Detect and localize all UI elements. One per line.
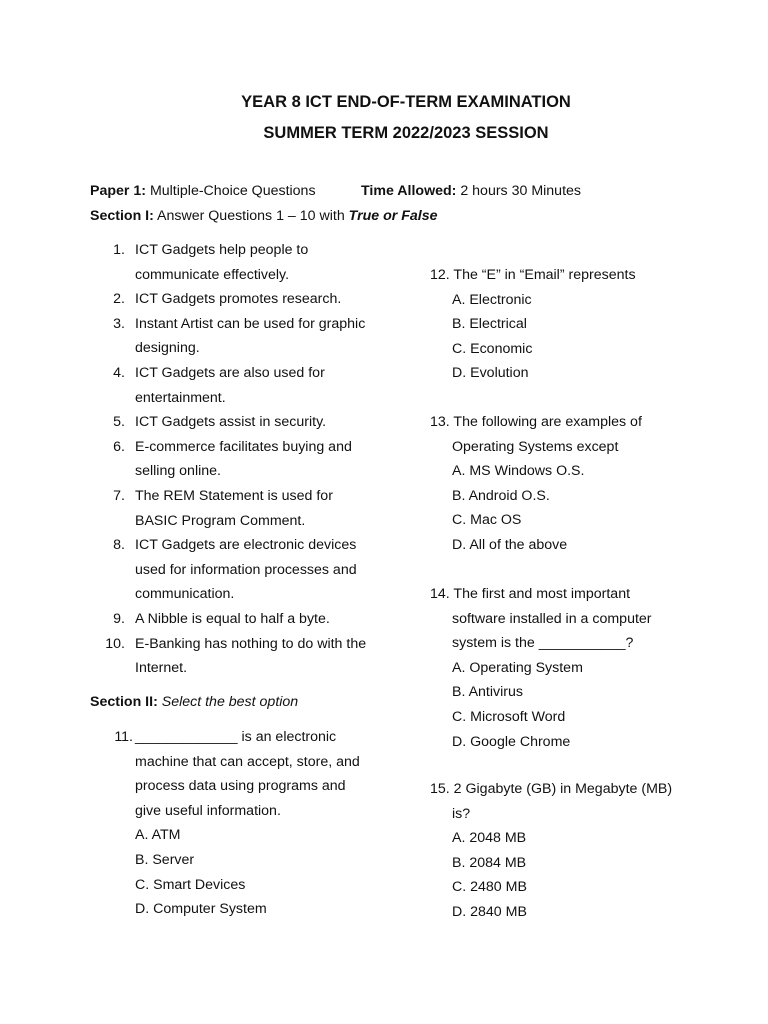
question-text-line: system is the ___________? [452, 635, 634, 652]
question-text-line: used for information processes and [135, 561, 357, 578]
answer-option: C. Mac OS [452, 512, 522, 529]
section1-heading [90, 206, 438, 226]
answer-option: B. Server [135, 852, 195, 868]
answer-option: A. 2048 MB [452, 830, 527, 847]
question-text-line: designing. [135, 340, 200, 357]
answer-option: D. Computer System [135, 901, 267, 918]
time-info [361, 181, 581, 201]
section2-text: Select the best option [157, 694, 299, 710]
question-number: 2. [113, 291, 125, 308]
question-number: 5. [113, 414, 125, 431]
paper-value: Multiple-Choice Questions [146, 183, 316, 199]
question-text-line: _____________ is an electronic [135, 729, 337, 745]
answer-option: A. Operating System [452, 659, 583, 676]
question-text-line: E-commerce facilitates buying and [135, 438, 352, 455]
question-text-line: software installed in a computer [452, 610, 652, 627]
question-text-line: E-Banking has nothing to do with the [135, 635, 367, 652]
answer-option: B. Electrical [452, 316, 527, 333]
question-text-line: ICT Gadgets assist in security. [135, 414, 327, 431]
question-text-line: ICT Gadgets are also used for [135, 365, 325, 381]
question-text-line: A Nibble is equal to half a byte. [135, 611, 330, 627]
question-number: 11. [114, 729, 133, 745]
question-text-line: ICT Gadgets are electronic devices [135, 537, 357, 554]
question-text-line: communicate effectively. [135, 266, 290, 283]
answer-option: C. Microsoft Word [452, 709, 566, 725]
answer-option: B. Antivirus [452, 684, 523, 701]
question-number: 6. [113, 438, 125, 455]
question-text-line: machine that can accept, store, and [135, 753, 360, 770]
question-text-line: 13. The following are examples of [430, 414, 642, 430]
question-text-line: 12. The “E” in “Email” represents [430, 267, 636, 283]
question-number: 9. [113, 611, 125, 627]
answer-option: D. Google Chrome [452, 733, 571, 750]
answer-option: C. Smart Devices [135, 876, 246, 893]
question-text-line: Instant Artist can be used for graphic [135, 315, 366, 332]
question-text-line: Operating Systems except [452, 438, 619, 455]
section1-label: Section I: [90, 208, 154, 224]
question-text-line: ICT Gadgets help people to [135, 242, 309, 258]
question-text-line: Internet. [135, 660, 188, 677]
section1-text: Answer Questions 1 – 10 with [153, 208, 349, 224]
answer-option: B. 2084 MB [452, 854, 527, 871]
question-text-line: entertainment. [135, 389, 226, 406]
question-text-line: BASIC Program Comment. [135, 512, 306, 529]
answer-option: A. MS Windows O.S. [452, 463, 585, 480]
answer-option: A. Electronic [452, 291, 532, 308]
exam-title: YEAR 8 ICT END-OF-TERM EXAMINATION [241, 93, 571, 111]
question-text-line: 15. 2 Gigabyte (GB) in Megabyte (MB) [430, 781, 673, 797]
question-text-line: 14. The first and most important [430, 586, 631, 602]
question-number: 1. [113, 242, 125, 258]
question-text-line: process data using programs and [135, 778, 346, 795]
question-text-line: give useful information. [135, 802, 281, 819]
time-label: Time Allowed: [361, 183, 457, 199]
answer-option: C. Economic [452, 340, 533, 357]
answer-option: D. 2840 MB [452, 904, 527, 920]
paper-label: Paper 1: [90, 183, 146, 199]
question-text-line: is? [452, 805, 471, 822]
question-text-line: ICT Gadgets promotes research. [135, 291, 342, 308]
question-number: 8. [113, 537, 125, 554]
answer-option: A. ATM [135, 827, 181, 844]
answer-option: D. Evolution [452, 365, 529, 382]
answer-option: B. Android O.S. [452, 487, 550, 504]
question-number: 4. [113, 365, 125, 381]
section2-label: Section II: [90, 694, 158, 710]
question-text-line: selling online. [135, 463, 221, 480]
answer-option: D. All of the above [452, 537, 568, 553]
question-number: 10. [105, 635, 125, 652]
exam-subtitle: SUMMER TERM 2022/2023 SESSION [263, 124, 549, 142]
question-number: 3. [113, 315, 125, 332]
answer-option: C. 2480 MB [452, 879, 527, 896]
question-text-line: communication. [135, 586, 235, 603]
time-value: 2 hours 30 Minutes [456, 183, 581, 199]
paper-info [90, 181, 316, 201]
section1-emphasis: True or False [348, 208, 438, 224]
question-number: 7. [113, 488, 125, 504]
section2-heading [90, 692, 298, 712]
question-text-line: The REM Statement is used for [135, 488, 333, 504]
